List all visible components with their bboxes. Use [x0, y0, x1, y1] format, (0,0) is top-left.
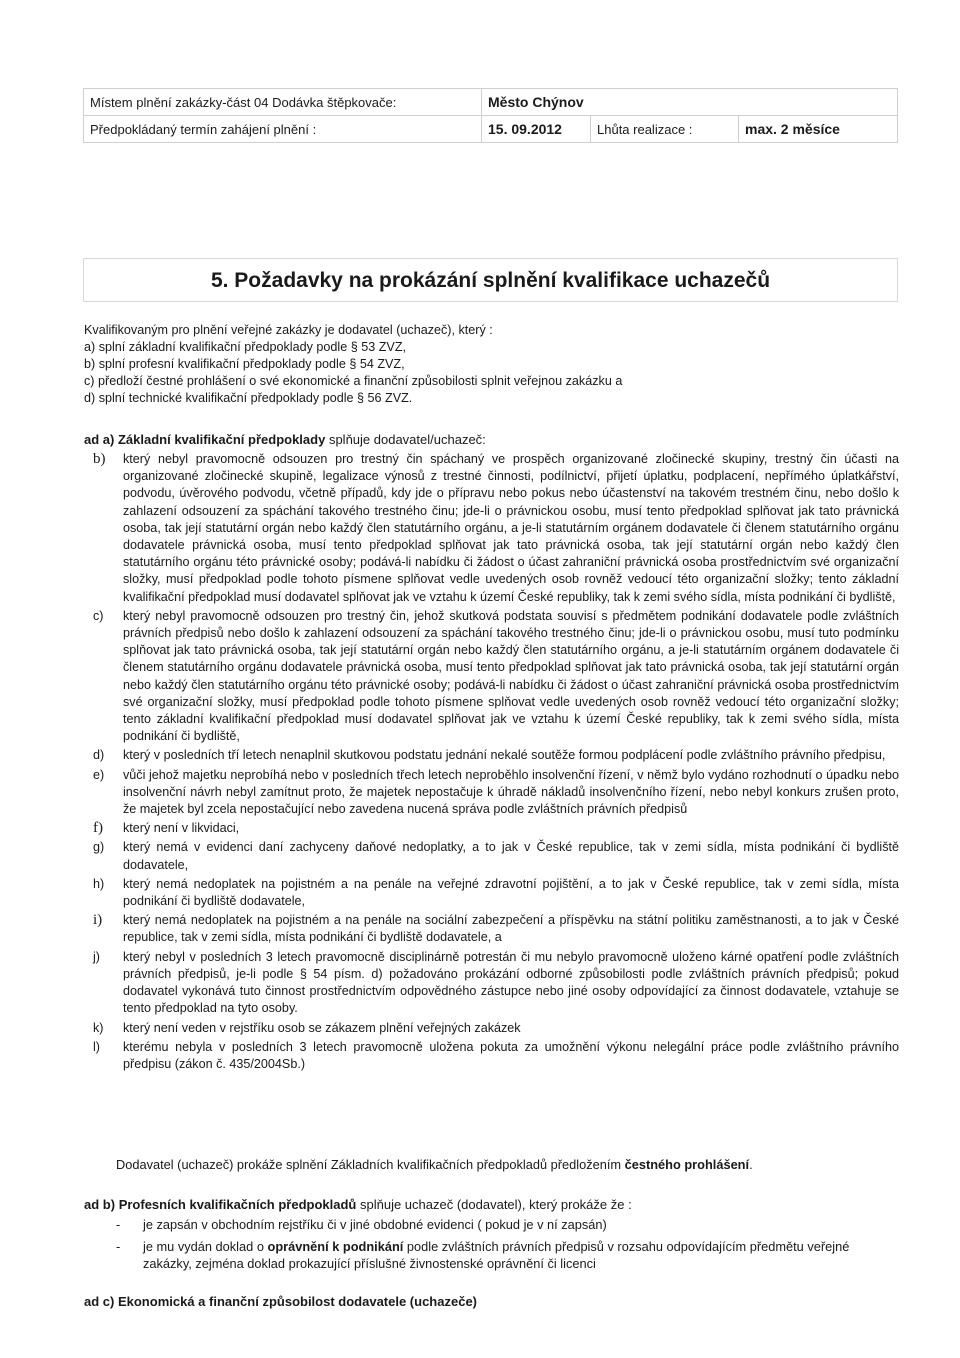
list-item [93, 876, 899, 910]
duration-label: Lhůta realizace : [591, 116, 739, 143]
item-letter: f) [93, 820, 103, 837]
dash-item [116, 1238, 896, 1272]
start-label: Předpokládaný termín zahájení plnění : [84, 116, 482, 143]
list-item [93, 767, 899, 819]
list-item [93, 608, 899, 746]
intro-line: b) splní profesní kvalifikační předpoklady podle § 54 ZVZ, [84, 357, 405, 371]
list-item [93, 451, 899, 606]
item-text: který v posledních tří letech nenaplnil skutkovou podstatu jednání nekalé soutěže formou podplácení podle zvláštního právního předpisu, [123, 748, 886, 763]
item-letter: l) [93, 1039, 100, 1054]
ad-b-heading [84, 1197, 632, 1212]
item-letter: b) [93, 451, 106, 467]
item-letter: k) [93, 1020, 104, 1035]
list-item [93, 949, 899, 1018]
header-table [83, 88, 898, 143]
item-text: který nebyl v posledních 3 letech pravomocně disciplinárně potrestán či mu nebylo pravomocně uloženo kárné opatření podle zvláštních právních předpisů, je-li podle § 54 písm. d) požadováno prokázání odborné způsobilosti podle zvláštních právních předpisů; pokud dodavatel vykonává tuto činnost prostřednictvím odpovědného zástupce nebo jiné osoby odpovídající za činnost dodavatele, vztahuje se tento předpoklad na tyto osoby. [123, 949, 899, 1016]
list-item [93, 747, 899, 764]
place-value: Město Chýnov [482, 89, 898, 116]
dash-bullet: - [116, 1239, 121, 1254]
intro-line: a) splní základní kvalifikační předpoklady podle § 53 ZVZ, [84, 340, 407, 354]
item-letter: j) [93, 949, 100, 964]
duration-value: max. 2 měsíce [739, 116, 898, 143]
item-text: který nebyl pravomocně odsouzen pro trestný čin, jehož skutková podstata souvisí s předmětem podnikání dodavatele podle zvláštních právních předpisů nebo došlo k zahlazení odsouzení za spáchání takového trestného činu; jde-li o právnickou osobu, musí tuto podmínku splňovat jak tato právnická osoba, tak její statutární orgán nebo každý člen statutárního orgánu, a je-li statutárním orgánem dodavatele či členem statutárního orgánu dodavatele právnická osoba, musí tento předpoklad splňovat jak tato právnická osoba, tak její statutární orgán nebo každý člen statutárního orgánu této právnické osoby; podává-li nabídku či žádost o účast zahraniční právnická osoba prostřednictvím své organizační složky, musí předpoklad podle tohoto písmene splňovat vedle uvedených osob rovněž vedoucí této organizační složky; tento základní kvalifikační předpoklad musí dodavatel splňovat jak ve vztahu k území České republiky, tak k zemi svého sídla, místa podnikání či bydliště, [123, 608, 899, 744]
item-text: který nemá nedoplatek na pojistném a na penále na veřejné zdravotní pojištění, a to jak v České republice, tak v zemi sídla, místa podnikání či bydliště dodavatele, [123, 876, 899, 909]
dash-bullet: - [116, 1217, 121, 1232]
ad-c-key: Ekonomická a finanční způsobilost dodavatele (uchazeče) [117, 1294, 477, 1309]
dash-text: je mu vydán doklad o [143, 1239, 264, 1254]
item-text: kterému nebyla v posledních 3 letech pravomocně uložena pokuta za umožnění výkonu nelegální práce podle zvláštního právního předpisu (zákon č. 435/2004Sb.) [123, 1039, 899, 1071]
ad-c-prefix: ad c) [84, 1294, 115, 1309]
item-letter: g) [93, 840, 105, 855]
title-box [83, 258, 898, 302]
closing-end: . [749, 1157, 753, 1172]
closing-line [116, 1157, 753, 1172]
intro-line: Kvalifikovaným pro plnění veřejné zakázky je dodavatel (uchazeč), který : [84, 323, 493, 337]
dash-item [116, 1216, 896, 1233]
intro-line: c) předloží čestné prohlášení o své ekonomické a finanční způsobilosti splnit veřejnou zakázku a [84, 374, 623, 388]
list-item [93, 839, 899, 873]
ad-a-heading [84, 432, 486, 447]
place-label: Místem plnění zakázky-část 04 Dodávka štěpkovače: [84, 89, 482, 116]
ad-b-rest: splňuje uchazeč (dodavatel), který prokáže že : [360, 1197, 632, 1212]
list-item [93, 1020, 899, 1037]
list-item [93, 912, 899, 946]
dash-text-rest: podle zvláštních právních předpisů v rozsahu odpovídajícím předmětu veřejné zakázky, zejména doklad prokazující příslušné živnostenské oprávnění či licenci [143, 1239, 850, 1271]
ad-c-heading [84, 1294, 477, 1309]
closing-bold: čestného prohlášení [624, 1157, 750, 1172]
ad-a-key: Základní kvalifikační předpoklady [117, 432, 326, 447]
item-letter: i) [93, 912, 103, 929]
item-text: který nemá v evidenci daní zachyceny daňové nedoplatky, a to jak v České republice, tak v zemi sídla, místa podnikání či bydliště dodavatele, [123, 840, 899, 872]
item-letter: d) [93, 748, 105, 763]
item-letter: e) [93, 767, 105, 782]
item-text: který nemá nedoplatek na pojistném a na penále na sociální zabezpečení a příspěvku na státní politiku zaměstnanosti, a to jak v České republice, tak v zemi sídla, místa podnikání či bydliště dodavatele, a [123, 913, 899, 945]
item-text: který není veden v rejstříku osob se zákazem plnění veřejných zakázek [123, 1020, 521, 1035]
ad-a-rest: splňuje dodavatel/uchazeč: [328, 432, 486, 447]
dash-text: je zapsán v obchodním rejstříku či v jiné obdobné evidenci ( pokud je v ní zapsán) [143, 1217, 607, 1232]
intro-line: d) splní technické kvalifikační předpoklady podle § 56 ZVZ. [84, 391, 413, 405]
item-letter: h) [93, 876, 105, 891]
page-title: 5. Požadavky na prokázání splnění kvalifikace uchazečů [210, 269, 771, 292]
item-text: vůči jehož majetku neprobíhá nebo v posledních třech letech neproběhlo insolvenční řízení, v němž bylo vydáno rozhodnutí o úpadku nebo insolvenční návrh nebyl zamítnut proto, že majetek nepostačuje k úhradě nákladů insolvenčního řízení, nebo nebyl konkurs zrušen proto, že majetek byl zcela nepostačující nebo zavedena nucená správa podle zvláštních právních předpisů [123, 767, 899, 817]
ad-a-prefix: ad a) [84, 432, 115, 447]
dash-bold: oprávnění k podnikání [267, 1239, 404, 1254]
list-item [93, 1039, 899, 1073]
ad-b-prefix: ad b) [84, 1197, 116, 1212]
start-value: 15. 09.2012 [482, 116, 591, 143]
closing-text: Dodavatel (uchazeč) prokáže splnění Základních kvalifikačních předpokladů předložením [116, 1157, 622, 1172]
intro-block [84, 322, 904, 407]
requirements-list [93, 451, 899, 1073]
item-letter: c) [93, 608, 104, 623]
ad-b-key: Profesních kvalifikačních předpokladů [118, 1197, 357, 1212]
item-text: který není v likvidaci, [123, 821, 240, 836]
item-text: který nebyl pravomocně odsouzen pro trestný čin spáchaný ve prospěch organizované zločinecké skupiny, trestný čin účasti na organizované zločinecké skupině, legalizace výnosů z trestné činnosti, podílnictví, přijetí úplatku, podplacení, nepřímého úplatkářství, podvodu, úvěrového podvodu, včetně případů, kdy jde o přípravu nebo pokus nebo účastenství na takovém trestném činu, nebo došlo k zahlazení odsouzení za spáchání takového trestného činu; jde-li o právnickou osobu, musí tento předpoklad splňovat jak tato právnická osoba, tak její statutární orgán nebo každý člen statutárního orgánu, a je-li statutárním orgánem dodavatele či členem statutárního orgánu dodavatele právnická osoba, musí tento předpoklad splňovat jak tato právnická osoba, tak její statutární orgán nebo každý člen statutárního orgánu této právnické osoby; podává-li nabídku či žádost o účast zahraniční právnická osoba prostřednictvím své organizační složky, musí předpoklad podle tohoto písmene splňovat vedle uvedených osob rovněž vedoucí této organizační složky; tento základní kvalifikační předpoklad musí dodavatel splňovat jak ve vztahu k území České republiky, tak k zemi svého sídla, místa podnikání či bydliště, [123, 452, 899, 604]
list-item [93, 820, 899, 837]
